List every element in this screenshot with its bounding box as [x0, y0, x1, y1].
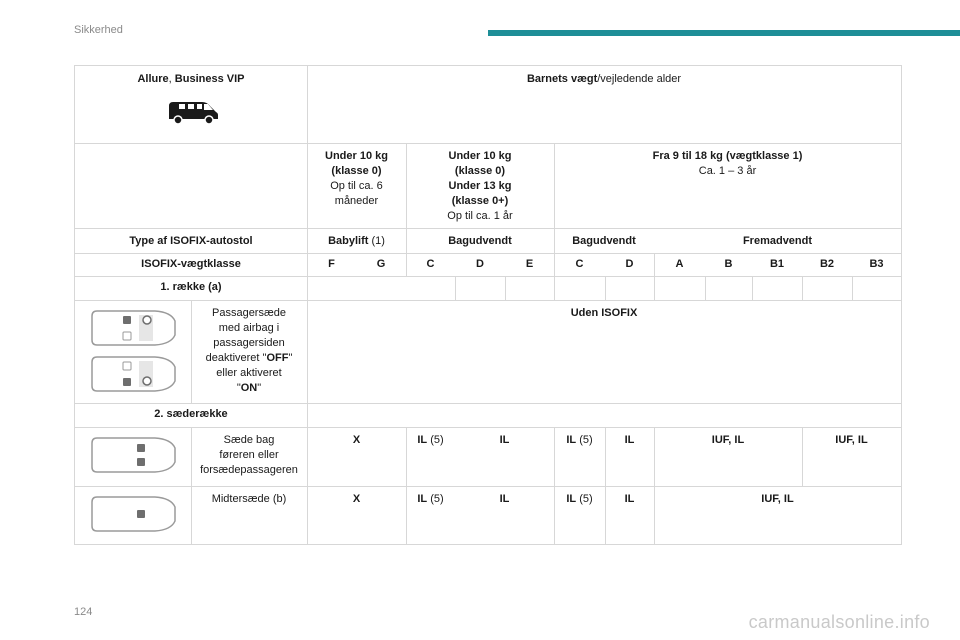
class-cell: F	[328, 258, 335, 270]
van-side-icon	[165, 96, 221, 126]
value-cell: IUF, IL	[761, 493, 794, 505]
class-cell: A	[675, 258, 684, 270]
isofix-class-label: ISOFIX-vægtklasse	[141, 258, 241, 270]
value-cell: IL (5)	[566, 493, 593, 505]
car-top-front-passenger-icon	[89, 353, 179, 395]
value-cell: IUF, IL	[711, 434, 745, 446]
value-cell: IL	[624, 493, 635, 505]
without-isofix-label: Uden ISOFIX	[570, 307, 638, 319]
type-forward: Fremadvendt	[742, 235, 813, 247]
value-cell: IL (5)	[417, 493, 444, 505]
car-top-rear-seats-icon	[89, 434, 179, 476]
section-title: Sikkerhed	[74, 24, 123, 36]
isofix-type-label: Type af ISOFIX-autostol	[129, 235, 253, 247]
middle-seat-text: Midtersæde (b)	[211, 493, 287, 505]
class-cell: D	[625, 258, 634, 270]
vehicle-version-label: Allure, Business VIP	[137, 73, 245, 85]
value-cell: X	[352, 493, 361, 505]
weight-group-1: Fra 9 til 18 kg (vægtklasse 1) Ca. 1 – 3 år	[652, 150, 803, 177]
value-cell: X	[352, 434, 361, 446]
child-weight-header: Barnets vægt/vejledende alder	[526, 73, 682, 85]
car-top-middle-seat-icon	[89, 493, 179, 535]
value-cell: IL	[499, 493, 510, 505]
class-cell: C	[575, 258, 584, 270]
row-2-label: 2. sæderække	[154, 408, 228, 420]
value-cell: IL	[624, 434, 635, 446]
value-cell: IUF, IL	[835, 434, 868, 446]
class-cell: B3	[869, 258, 884, 270]
page-number: 124	[74, 606, 93, 618]
type-rearward-2: Bagudvendt	[572, 235, 636, 247]
passenger-seat-airbag-text: Passagersæde med airbag i passagersiden deaktiveret "OFF" eller aktiveret "ON"	[205, 307, 293, 394]
weight-group-0-babylift: Under 10 kg (klasse 0) Op til ca. 6 måneder	[325, 150, 388, 207]
class-cell: B1	[769, 258, 785, 270]
class-cell: B2	[819, 258, 835, 270]
class-cell: C	[426, 258, 435, 270]
row-1-label: 1. række (a)	[160, 281, 222, 293]
value-cell: IL	[499, 434, 510, 446]
weight-group-0-plus: Under 10 kg (klasse 0) Under 13 kg (klasse 0+) Op til ca. 1 år	[447, 150, 513, 222]
value-cell: IL (5)	[417, 434, 444, 446]
seat-behind-driver-text: Sæde bag føreren eller forsædepassageren	[200, 434, 298, 476]
header-accent-bar	[488, 30, 960, 36]
class-cell: E	[525, 258, 534, 270]
type-rearward-1: Bagudvendt	[448, 235, 512, 247]
class-cell: D	[476, 258, 484, 270]
car-top-front-passenger-icon	[89, 307, 179, 349]
type-babylift: Babylift (1)	[328, 235, 385, 247]
class-cell: B	[724, 258, 733, 270]
value-cell: IL (5)	[566, 434, 593, 446]
isofix-table	[74, 65, 902, 545]
class-cell: G	[376, 258, 386, 270]
watermark: carmanualsonline.info	[748, 612, 930, 632]
